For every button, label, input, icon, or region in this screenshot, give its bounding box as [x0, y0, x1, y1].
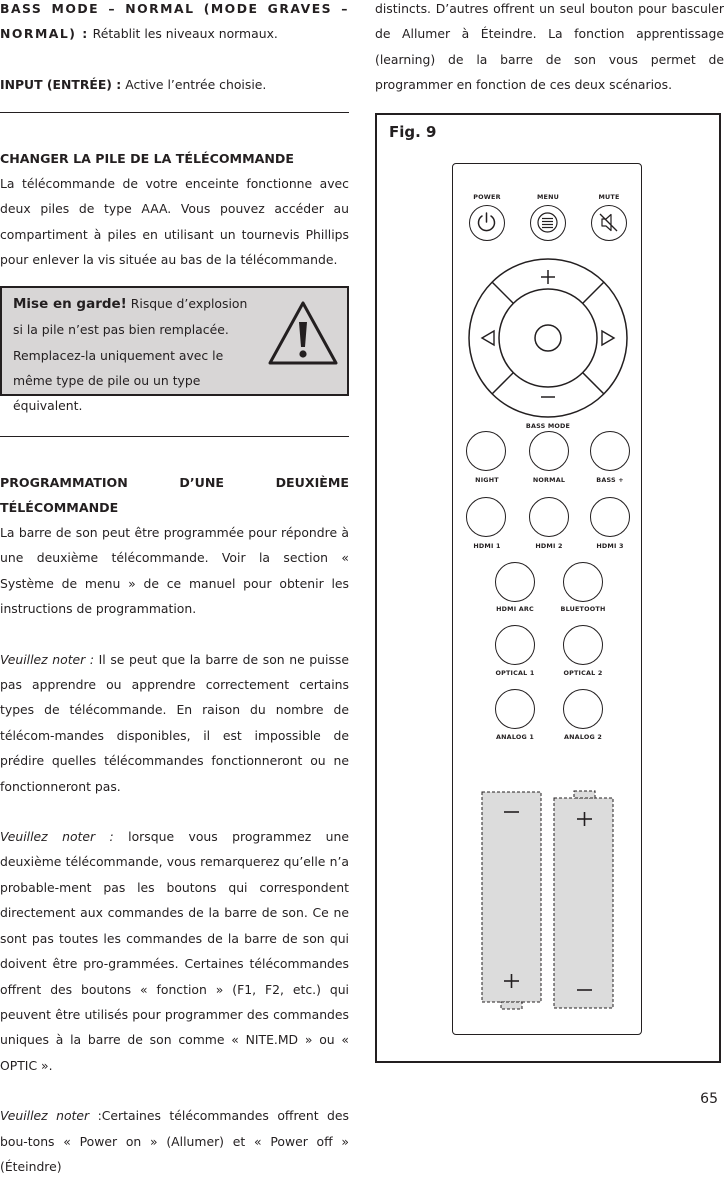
hdmi2-label: HDMI 2 [535, 542, 563, 550]
divider [0, 436, 349, 437]
note-2-label: Veuillez noter : [0, 829, 114, 845]
note-2-text: lorsque vous programmez une deuxième télécommande, vous remarquerez qu’elle n’a probable-ment pas les boutons qui correspondent directement aux commandes de la barre de son. Ce ne sont pas toutes les commandes de la barre de son qui doivent être pro-grammées. Certaines télécommandes offrent des boutons « fonction » (F1, F2, etc.) qui peuvent être utilisés pour programmer des commandes uniques à la barre de son comme « NITE.MD » ou « OPTIC ». [0, 829, 349, 1073]
battery-text: La télécommande de votre enceinte fonctionne avec deux piles de type AAA. Vous pouvez accéder au compartiment à piles en utilisant un tournevis Phillips pour enlever la vis située au bas de la télécommande. [0, 176, 349, 268]
note-1 [0, 647, 349, 799]
menu-icon [531, 206, 564, 239]
battery-compartment [478, 788, 618, 1012]
note-2 [0, 824, 349, 1078]
hdmi2-button[interactable] [529, 497, 569, 537]
hdmi-arc-button[interactable] [495, 562, 535, 602]
volume-up-button[interactable] [541, 270, 555, 284]
programming-text: La barre de son peut être programmée pour répondre à une deuxième télécommande. Voir la section « Système de menu » de ce manuel pour obtenir les instructions de programmation. [0, 525, 349, 617]
battery-section [0, 146, 349, 273]
hdmi1-button[interactable] [466, 497, 506, 537]
mute-label: MUTE [598, 193, 620, 201]
bass-mode-label: BASS MODE – NORMAL (MODE GRAVES – NORMAL) : [0, 1, 349, 42]
note-3-label: Veuillez noter [0, 1108, 90, 1124]
analog2-button[interactable] [563, 689, 603, 729]
programming-section [0, 470, 349, 1179]
continuation-text: distincts. D’autres offrent un seul bouton pour basculer de Allumer à Éteindre. La fonction apprentissage (learning) de la barre de son vous permet de programmer en fonction de ces deux scénarios. [375, 1, 724, 93]
left-column [0, 0, 349, 97]
normal-button[interactable] [529, 431, 569, 471]
battery-left-icon [482, 792, 541, 1009]
right-arrow-button[interactable] [602, 331, 614, 345]
hdmi3-button[interactable] [590, 497, 630, 537]
right-column-text [375, 0, 724, 98]
input-label: INPUT (ENTRÉE) : [0, 76, 122, 92]
battery-right-icon [554, 791, 613, 1008]
bass-plus-button[interactable] [590, 431, 630, 471]
normal-label: NORMAL [532, 476, 566, 484]
input-text: Active l’entrée choisie. [121, 76, 267, 92]
menu-button[interactable] [530, 205, 566, 241]
analog1-label: ANALOG 1 [495, 733, 535, 741]
analog1-button[interactable] [495, 689, 535, 729]
mute-icon [592, 206, 625, 239]
battery-heading: CHANGER LA PILE DE LA TÉLÉCOMMANDE [0, 151, 294, 166]
night-button[interactable] [466, 431, 506, 471]
warning-text-block [13, 291, 261, 418]
optical2-button[interactable] [563, 625, 603, 665]
input-paragraph [0, 72, 349, 97]
center-select-button[interactable] [535, 325, 561, 351]
power-button[interactable] [469, 205, 505, 241]
hdmi-arc-label: HDMI ARC [496, 605, 534, 613]
hdmi1-label: HDMI 1 [473, 542, 501, 550]
warning-triangle-icon [267, 300, 339, 366]
menu-label: MENU [536, 193, 560, 201]
optical1-label: OPTICAL 1 [495, 669, 535, 677]
bluetooth-button[interactable] [563, 562, 603, 602]
warning-text: Risque d’explosion si la pile n’est pas bien remplacée. Remplacez-la uniquement avec le même type de pile ou un type équivalent. [13, 296, 248, 414]
figure-label: Fig. 9 [389, 123, 437, 141]
bass-mode-label: BASS MODE [525, 422, 571, 430]
optical2-label: OPTICAL 2 [563, 669, 603, 677]
power-label: POWER [473, 193, 501, 201]
night-label: NIGHT [475, 476, 499, 484]
note-1-text: Il se peut que la barre de son ne puisse pas apprendre ou apprendre correctement certains types de télécommande. En raison du nombre de télécom-mandes disponibles, il est impossible de prédire quelles télécommandes fonctionneront ou ne fonctionneront pas. [0, 651, 349, 794]
mute-button[interactable] [591, 205, 627, 241]
bass-plus-label: BASS + [596, 476, 624, 484]
bass-mode-text: Rétablit les niveaux normaux. [88, 26, 278, 42]
left-arrow-button[interactable] [482, 331, 494, 345]
power-icon [470, 206, 503, 239]
analog2-label: ANALOG 2 [563, 733, 603, 741]
programming-heading: PROGRAMMATION D’UNE DEUXIÈME TÉLÉCOMMANDE [0, 475, 349, 515]
hdmi3-label: HDMI 3 [596, 542, 624, 550]
bass-mode-paragraph [0, 0, 349, 47]
bluetooth-label: BLUETOOTH [560, 605, 606, 613]
page-number: 65 [700, 1091, 718, 1107]
optical1-button[interactable] [495, 625, 535, 665]
warning-label: Mise en garde! [13, 296, 127, 312]
note-1-label: Veuillez noter : [0, 651, 95, 667]
note-3 [0, 1103, 349, 1179]
navigation-pad [465, 258, 631, 423]
note-3-text: :Certaines télécommandes offrent des bou-tons « Power on » (Allumer) et « Power off » (Éteindre) [0, 1108, 349, 1174]
warning-box [0, 286, 349, 414]
divider [0, 112, 349, 113]
